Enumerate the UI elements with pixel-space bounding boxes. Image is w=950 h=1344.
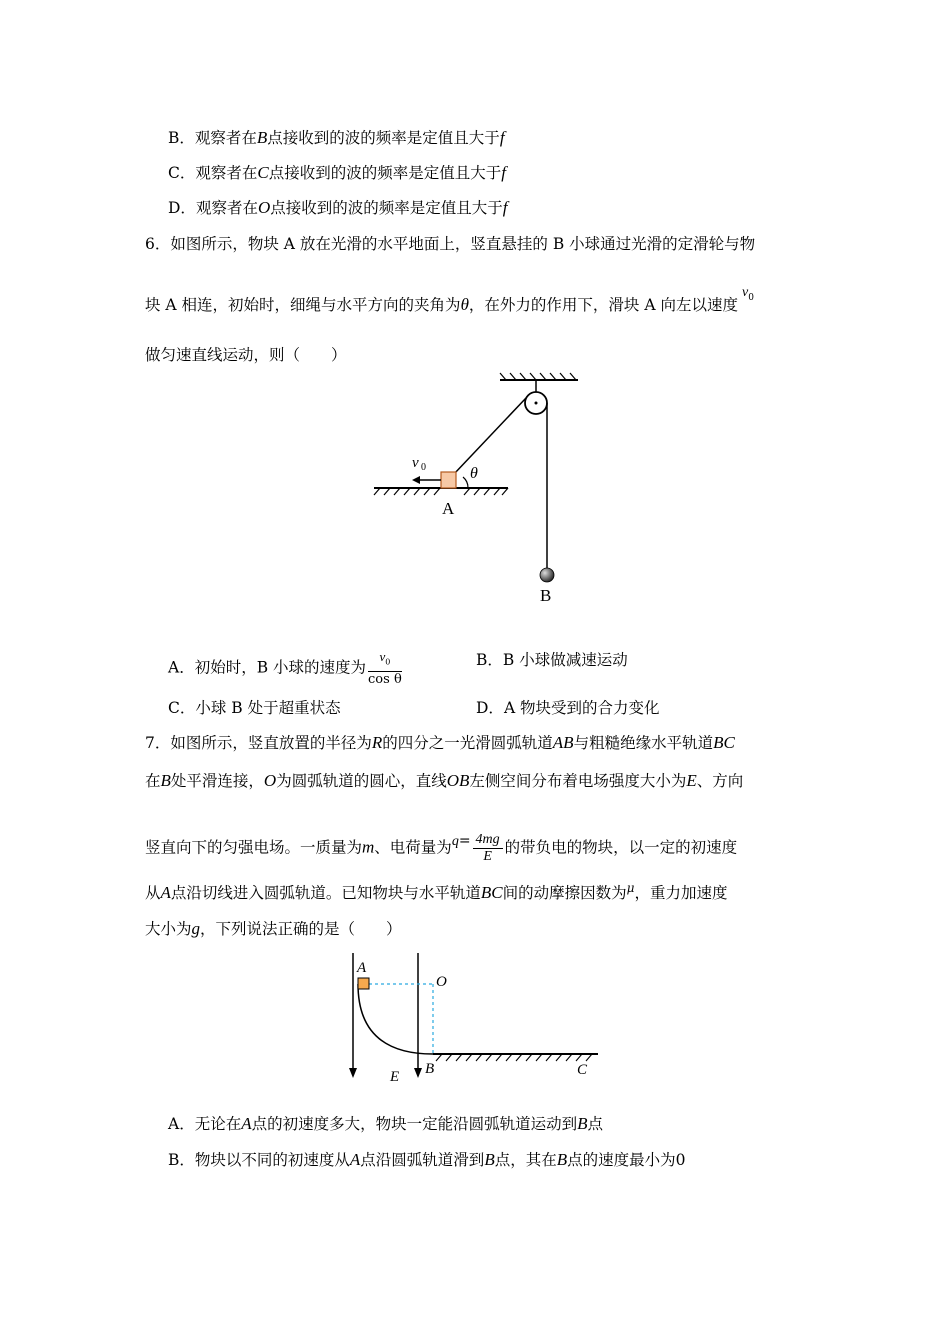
q7-stem-line1: 7．如图所示，竖直放置的半径为R的四分之一光滑圆弧轨道AB与粗糙绝缘水平轨道BC xyxy=(145,733,735,752)
q7-fraction: $\frac{4mg}{E}$ xyxy=(473,833,503,864)
label-theta: θ xyxy=(470,465,478,482)
label-e: E xyxy=(390,1069,400,1085)
label-b: B xyxy=(540,586,552,605)
q6-option-d: D．A 物块受到的合力变化 xyxy=(476,699,660,717)
velocity-arrowhead xyxy=(412,476,420,484)
angle-arc xyxy=(463,477,468,488)
block-q7 xyxy=(358,978,369,989)
label-b-q7: B xyxy=(425,1061,435,1077)
pulley-axle xyxy=(535,402,538,405)
label-v-sub: 0 xyxy=(421,462,426,473)
q7-figure xyxy=(340,950,610,1085)
q6-stem-line3: 做匀速直线运动，则（ ） xyxy=(145,346,347,364)
label-a-q7: A xyxy=(357,960,367,976)
field-arrowhead-right xyxy=(414,1068,422,1078)
q6-option-b: B．B 小球做减速运动 xyxy=(476,651,628,669)
label-c: C xyxy=(577,1062,588,1078)
label-a: A xyxy=(442,499,455,518)
q6-option-a: A．初始时，B 小球的速度为 $\frac{v_0}{\text{cos θ}}$ xyxy=(168,649,402,687)
q5-option-c: C．观察者在C点接收到的波的频率是定值且大于f xyxy=(168,163,506,182)
q7-stem-line2: 在B处平滑连接，O为圆弧轨道的圆心，直线OB左侧空间分布着电场强度大小为E、方向 xyxy=(145,771,744,790)
q6-figure xyxy=(360,370,600,610)
ground-hatch xyxy=(374,488,508,495)
q7-stem-line4: 从A点沿切线进入圆弧轨道。已知物块与水平轨道BC间的动摩擦因数为$^\mu$，重力加速度 xyxy=(145,881,728,902)
q7-option-a: A．无论在A点的初速度多大，物块一定能沿圆弧轨道运动到B点 xyxy=(168,1114,604,1133)
q6-stem-line2: 块 A 相连，初始时，细绳与水平方向的夹角为θ，在外力的作用下，滑块 A 向左以速度$v_0$ xyxy=(145,285,754,314)
ball-b xyxy=(540,568,554,582)
q6-fraction: $\frac{v_0}{\text{cos θ}}$ xyxy=(368,649,402,687)
q5-option-d: D．观察者在O点接收到的波的频率是定值且大于f xyxy=(168,198,508,217)
q5-option-b: B．观察者在B点接收到的波的频率是定值且大于f xyxy=(168,128,505,147)
arc-track xyxy=(358,984,433,1054)
label-v: v xyxy=(412,455,419,471)
q6-option-c: C．小球 B 处于超重状态 xyxy=(168,699,341,717)
q7-stem-line3: 竖直向下的匀强电场。一质量为m、电荷量为q= $\frac{4mg}{E}$ 的带负电的物块，以一定的初速度 xyxy=(145,832,738,864)
block-a xyxy=(441,472,456,488)
q7-option-b: B．物块以不同的初速度从A点沿圆弧轨道滑到B点，其在B点的速度最小为0 xyxy=(168,1150,686,1169)
rope-inclined xyxy=(454,398,526,474)
field-arrowhead-left xyxy=(349,1068,357,1078)
track-hatch xyxy=(436,1054,592,1061)
q6-stem-line1: 6．如图所示，物块 A 放在光滑的水平地面上，竖直悬挂的 B 小球通过光滑的定滑轮与物 xyxy=(145,235,756,253)
ceiling-hatch xyxy=(500,373,576,380)
label-o: O xyxy=(436,974,447,990)
q7-stem-line5: 大小为g，下列说法正确的是（ ） xyxy=(145,919,402,938)
